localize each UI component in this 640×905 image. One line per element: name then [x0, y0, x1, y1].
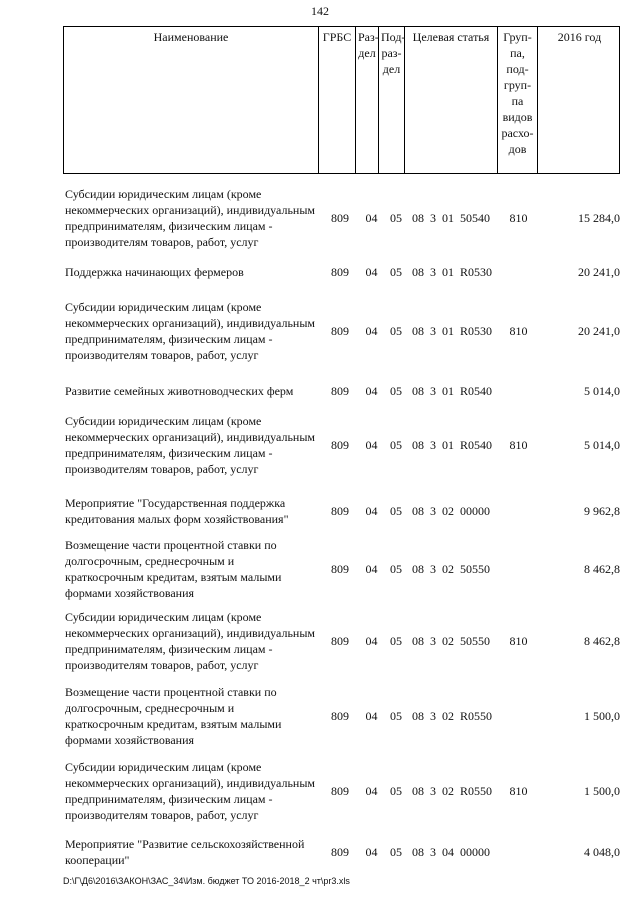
- cell-razdel: 04: [365, 210, 378, 225]
- cell-sum: 20 241,0: [578, 323, 620, 338]
- table-row: [63, 751, 620, 831]
- cell-name: Субсидии юридическим лицам (кроме некоммерческих организаций), индивидуальным предпринимателям, физическим лицам - производителям товаров, работ, услуг: [65, 300, 315, 362]
- table-row: [63, 405, 620, 485]
- cell-razdel: 04: [365, 503, 378, 518]
- cell-razdel: 04: [365, 633, 378, 648]
- cell-sum: 20 241,0: [578, 264, 620, 279]
- cell-name: Поддержка начинающих фермеров: [65, 265, 244, 279]
- cell-sum: 1 500,0: [584, 783, 620, 798]
- table-row: [63, 537, 620, 601]
- table-row: [63, 834, 620, 870]
- cell-vid: [497, 834, 540, 870]
- cell-cst: 08 3 01 R0530: [412, 264, 493, 279]
- cell-name: Субсидии юридическим лицам (кроме некоммерческих организаций), индивидуальным предпринимателям, физическим лицам - производителям товаров, работ, услуг: [65, 610, 315, 672]
- cell-sum: 5 014,0: [584, 383, 620, 398]
- cell-grbs: 809: [331, 708, 349, 723]
- cell-razdel: 04: [365, 264, 378, 279]
- cell-podrazdel: 05: [390, 323, 402, 338]
- cell-sum: 4 048,0: [584, 844, 620, 859]
- cell-sum: 8 462,8: [584, 633, 620, 648]
- cell-sum: 9 962,8: [584, 503, 620, 518]
- cell-razdel: 04: [365, 844, 378, 859]
- cell-podrazdel: 05: [390, 437, 402, 452]
- cell-name: Субсидии юридическим лицам (кроме некоммерческих организаций), индивидуальным предпринимателям, физическим лицам - производителям товаров, работ, услуг: [65, 414, 315, 476]
- cell-cst: 08 3 02 R0550: [412, 708, 493, 723]
- cell-vid: [497, 494, 540, 528]
- cell-name: Субсидии юридическим лицам (кроме некоммерческих организаций), индивидуальным предпринимателям, физическим лицам - производителям товаров, работ, услуг: [65, 760, 315, 822]
- table-row: [63, 601, 620, 681]
- cell-sum: 8 462,8: [584, 561, 620, 576]
- cell-podrazdel: 05: [390, 561, 402, 576]
- cell-grbs: 809: [331, 561, 349, 576]
- cell-vid: 810: [509, 323, 528, 338]
- cell-sum: 15 284,0: [578, 210, 620, 225]
- table-row: [63, 178, 620, 258]
- cell-cst: 08 3 04 00000: [412, 844, 490, 859]
- cell-grbs: 809: [331, 210, 349, 225]
- header-razdel: Раз- дел: [356, 27, 379, 173]
- cell-grbs: 809: [331, 264, 349, 279]
- table-header: [63, 26, 620, 174]
- table-row: [63, 684, 620, 748]
- header-name: Наименование: [64, 27, 319, 173]
- cell-sum: 5 014,0: [584, 437, 620, 452]
- cell-podrazdel: 05: [390, 210, 402, 225]
- table-row: [63, 381, 620, 401]
- cell-podrazdel: 05: [390, 503, 402, 518]
- cell-vid: [497, 262, 540, 282]
- cell-razdel: 04: [365, 323, 378, 338]
- header-cst: Целевая статья: [405, 27, 498, 173]
- cell-cst: 08 3 02 00000: [412, 503, 490, 518]
- cell-name: Возмещение части процентной ставки по долгосрочным, среднесрочным и краткосрочным кредитам, взятым малыми формами хозяйствования: [65, 538, 282, 600]
- header-podrazdel: Под- раз- дел: [379, 27, 405, 173]
- cell-grbs: 809: [331, 437, 349, 452]
- cell-podrazdel: 05: [390, 708, 402, 723]
- cell-cst: 08 3 01 R0530: [412, 323, 493, 338]
- page-number: 142: [311, 4, 329, 18]
- cell-razdel: 04: [365, 383, 378, 398]
- cell-grbs: 809: [331, 783, 349, 798]
- cell-vid: [497, 684, 540, 748]
- cell-cst: 08 3 01 R0540: [412, 383, 493, 398]
- cell-razdel: 04: [365, 708, 378, 723]
- cell-vid: [497, 381, 540, 401]
- table-row: [63, 291, 620, 371]
- cell-vid: 810: [509, 783, 528, 798]
- cell-grbs: 809: [331, 633, 349, 648]
- cell-podrazdel: 05: [390, 783, 402, 798]
- cell-name: Субсидии юридическим лицам (кроме некоммерческих организаций), индивидуальным предпринимателям, физическим лицам - производителям товаров, работ, услуг: [65, 187, 315, 249]
- cell-podrazdel: 05: [390, 264, 402, 279]
- cell-vid: 810: [509, 210, 528, 225]
- cell-razdel: 04: [365, 783, 378, 798]
- cell-cst: 08 3 02 50550: [412, 633, 490, 648]
- cell-name: Развитие семейных животноводческих ферм: [65, 384, 294, 398]
- header-vid: Груп- па, под- груп- па видов расхо- дов: [498, 27, 538, 173]
- cell-sum: 1 500,0: [584, 708, 620, 723]
- header-grbs: ГРБС: [319, 27, 356, 173]
- file-path-footer: D:\Г\Д6\2016\ЗАКОН\ЗАС_34\Изм. бюджет ТО 2016-2018_2 чт\pr3.xls: [63, 876, 350, 886]
- table-row: [63, 494, 620, 528]
- cell-cst: 08 3 01 50540: [412, 210, 490, 225]
- cell-razdel: 04: [365, 437, 378, 452]
- cell-podrazdel: 05: [390, 844, 402, 859]
- cell-grbs: 809: [331, 844, 349, 859]
- cell-podrazdel: 05: [390, 633, 402, 648]
- cell-cst: 08 3 02 R0550: [412, 783, 493, 798]
- cell-vid: 810: [509, 633, 528, 648]
- cell-grbs: 809: [331, 503, 349, 518]
- cell-grbs: 809: [331, 323, 349, 338]
- cell-grbs: 809: [331, 383, 349, 398]
- header-year: 2016 год: [557, 30, 602, 44]
- cell-cst: 08 3 01 R0540: [412, 437, 493, 452]
- cell-cst: 08 3 02 50550: [412, 561, 490, 576]
- table-row: [63, 262, 620, 282]
- cell-vid: 810: [509, 437, 528, 452]
- cell-podrazdel: 05: [390, 383, 402, 398]
- cell-name: Мероприятие "Государственная поддержка кредитования малых форм хозяйствования": [65, 496, 289, 526]
- cell-vid: [497, 537, 540, 601]
- cell-name: Мероприятие "Развитие сельскохозяйственной кооперации": [65, 837, 305, 867]
- cell-name: Возмещение части процентной ставки по долгосрочным, среднесрочным и краткосрочным кредитам, взятым малыми формами хозяйствования: [65, 685, 282, 747]
- cell-razdel: 04: [365, 561, 378, 576]
